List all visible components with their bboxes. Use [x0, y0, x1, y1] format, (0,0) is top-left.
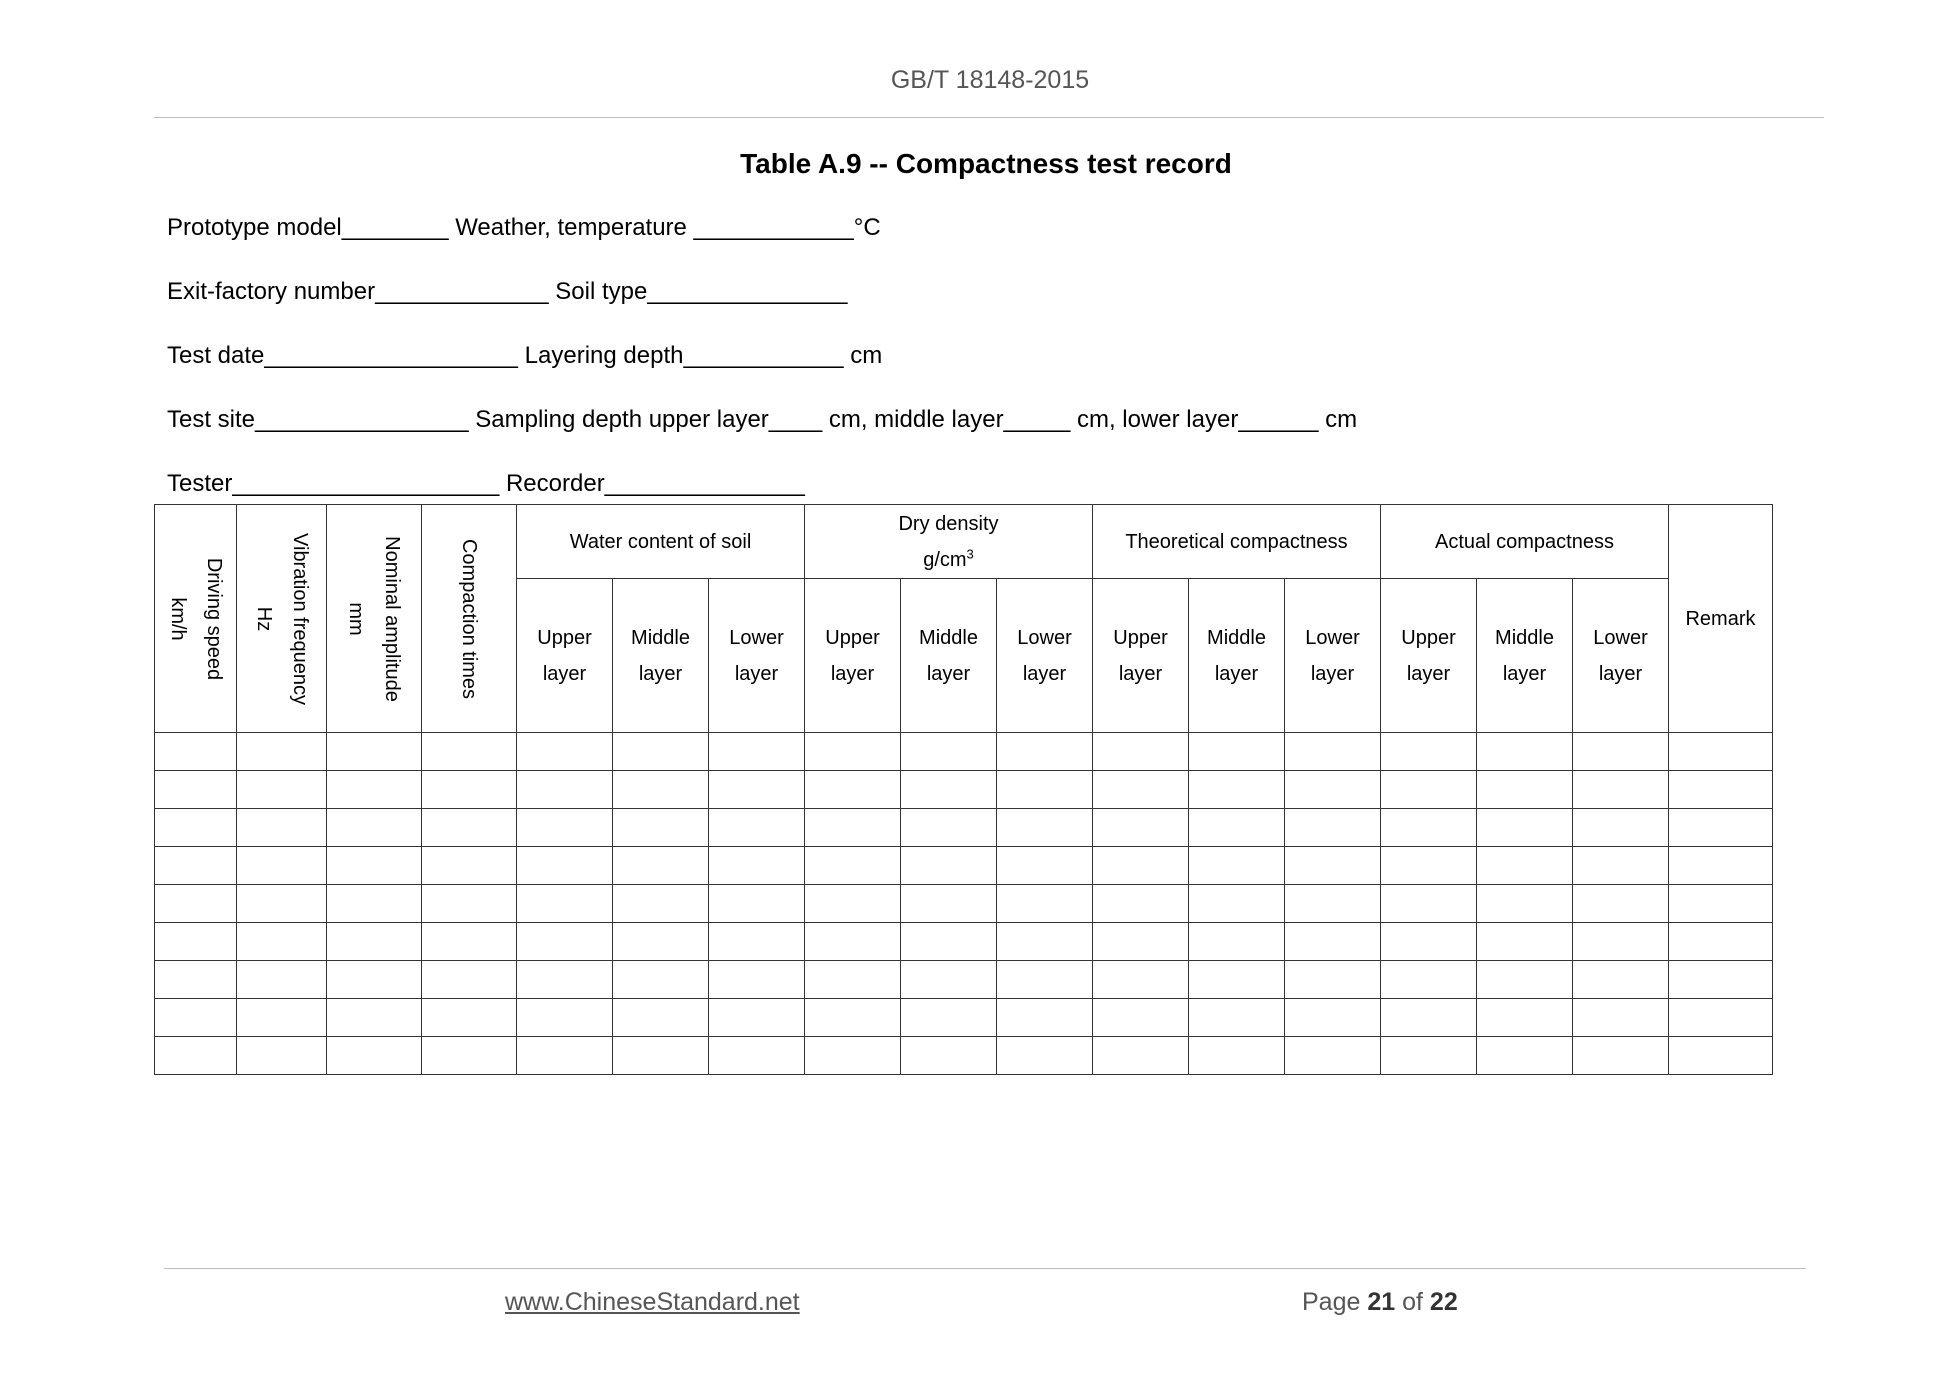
table-cell[interactable] — [709, 1037, 805, 1075]
layer-label-word: Middle — [919, 626, 978, 649]
table-cell[interactable] — [237, 771, 327, 809]
table-cell[interactable] — [517, 733, 613, 771]
header-theoretical-compactness: Theoretical compactness — [1093, 505, 1381, 579]
table-cell[interactable] — [1093, 771, 1189, 809]
header-vibration-frequency — [237, 505, 327, 733]
table-cell[interactable] — [517, 923, 613, 961]
layer-label-suffix: layer — [1214, 662, 1259, 685]
table-cell[interactable] — [613, 771, 709, 809]
table-cell[interactable] — [1285, 771, 1381, 809]
actual-compactness-middle-layer — [1477, 579, 1573, 733]
table-cell[interactable] — [613, 961, 709, 999]
table-cell[interactable] — [1573, 733, 1669, 771]
table-cell[interactable] — [1669, 961, 1773, 999]
table-cell[interactable] — [422, 923, 517, 961]
water-content-middle-layer — [613, 579, 709, 733]
table-cell[interactable] — [422, 999, 517, 1037]
table-cell[interactable] — [237, 1037, 327, 1075]
table-cell[interactable] — [709, 923, 805, 961]
table-row — [155, 733, 1773, 771]
table-cell[interactable] — [805, 1037, 901, 1075]
driving-speed-unit: km/h — [166, 596, 189, 641]
table-cell[interactable] — [805, 885, 901, 923]
table-cell[interactable] — [901, 961, 997, 999]
table-row — [155, 961, 1773, 999]
table-cell[interactable] — [237, 847, 327, 885]
table-cell[interactable] — [422, 961, 517, 999]
table-row — [155, 885, 1773, 923]
table-cell[interactable] — [327, 961, 422, 999]
layer-label-suffix: layer — [1502, 662, 1547, 685]
header-nominal-amplitude — [327, 505, 422, 733]
table-cell[interactable] — [1189, 961, 1285, 999]
table-cell[interactable] — [237, 961, 327, 999]
table-cell[interactable] — [1189, 733, 1285, 771]
table-cell[interactable] — [1381, 847, 1477, 885]
table-cell[interactable] — [1285, 847, 1381, 885]
table-cell[interactable] — [237, 999, 327, 1037]
layer-label-suffix: layer — [542, 662, 587, 685]
layer-label-suffix: layer — [926, 662, 971, 685]
table-cell[interactable] — [901, 847, 997, 885]
table-cell[interactable] — [709, 961, 805, 999]
header-water-content: Water content of soil — [517, 505, 805, 579]
table-cell[interactable] — [517, 961, 613, 999]
table-cell[interactable] — [517, 1037, 613, 1075]
table-cell[interactable] — [1093, 809, 1189, 847]
layer-label-suffix: layer — [1406, 662, 1451, 685]
current-page: 21 — [1367, 1288, 1396, 1316]
table-cell[interactable] — [805, 771, 901, 809]
table-cell[interactable] — [901, 923, 997, 961]
dry-density-label: Dry density — [898, 512, 999, 535]
table-cell[interactable] — [805, 847, 901, 885]
header-dry-density — [805, 505, 1093, 579]
layer-label-suffix: layer — [1598, 662, 1643, 685]
driving-speed-label: Driving speed — [202, 557, 225, 680]
table-cell[interactable] — [1189, 847, 1285, 885]
form-line-factory-soil: Exit-factory number_____________ Soil type_______________ — [167, 278, 848, 305]
table-cell[interactable] — [1573, 809, 1669, 847]
layer-label-word: Lower — [1305, 626, 1360, 649]
table-cell[interactable] — [997, 847, 1093, 885]
table-cell[interactable] — [805, 923, 901, 961]
table-cell[interactable] — [155, 733, 237, 771]
table-cell[interactable] — [327, 885, 422, 923]
page-number: Page 21 of 22 — [1302, 1288, 1458, 1316]
table-cell[interactable] — [517, 809, 613, 847]
table-cell[interactable] — [327, 771, 422, 809]
table-title: Table A.9 -- Compactness test record — [740, 148, 1232, 179]
table-cell[interactable] — [1381, 733, 1477, 771]
table-cell[interactable] — [237, 733, 327, 771]
table-cell[interactable] — [1189, 771, 1285, 809]
table-cell[interactable] — [805, 733, 901, 771]
table-cell[interactable] — [327, 999, 422, 1037]
dry-density-upper-layer — [805, 579, 901, 733]
header-compaction-times — [422, 505, 517, 733]
vibration-frequency-label: Vibration frequency — [288, 532, 311, 705]
table-cell[interactable] — [155, 885, 237, 923]
table-cell[interactable] — [1573, 999, 1669, 1037]
table-row — [155, 847, 1773, 885]
table-cell[interactable] — [997, 961, 1093, 999]
table-cell[interactable] — [517, 885, 613, 923]
table-cell[interactable] — [997, 1037, 1093, 1075]
table-row — [155, 771, 1773, 809]
actual-compactness-lower-layer — [1573, 579, 1669, 733]
layer-label-word: Lower — [1593, 626, 1648, 649]
table-cell[interactable] — [1381, 771, 1477, 809]
theoretical-compactness-middle-layer — [1189, 579, 1285, 733]
water-content-upper-layer — [517, 579, 613, 733]
table-cell[interactable] — [1669, 999, 1773, 1037]
layer-label-word: Middle — [1495, 626, 1554, 649]
table-row — [155, 999, 1773, 1037]
table-cell[interactable] — [1285, 1037, 1381, 1075]
table-cell[interactable] — [422, 733, 517, 771]
table-cell[interactable] — [901, 885, 997, 923]
table-cell[interactable] — [1669, 733, 1773, 771]
form-line-tester-recorder: Tester____________________ Recorder_______________ — [167, 470, 805, 497]
table-cell[interactable] — [997, 771, 1093, 809]
table-cell[interactable] — [1477, 1037, 1573, 1075]
table-cell[interactable] — [422, 847, 517, 885]
table-cell[interactable] — [613, 999, 709, 1037]
table-cell[interactable] — [1381, 961, 1477, 999]
table-cell[interactable] — [1573, 771, 1669, 809]
table-cell[interactable] — [155, 847, 237, 885]
table-cell[interactable] — [422, 771, 517, 809]
table-cell[interactable] — [613, 923, 709, 961]
table-cell[interactable] — [422, 885, 517, 923]
table-cell[interactable] — [1477, 771, 1573, 809]
table-cell[interactable] — [901, 999, 997, 1037]
table-cell[interactable] — [1093, 923, 1189, 961]
form-line-prototype-weather: Prototype model________ Weather, temperature ____________°C — [167, 214, 881, 241]
table-cell[interactable] — [1189, 923, 1285, 961]
table-cell[interactable] — [1477, 923, 1573, 961]
table-cell[interactable] — [1093, 885, 1189, 923]
table-cell[interactable] — [327, 1037, 422, 1075]
table-cell[interactable] — [901, 1037, 997, 1075]
table-cell[interactable] — [1189, 809, 1285, 847]
table-cell[interactable] — [1189, 999, 1285, 1037]
table-cell[interactable] — [997, 809, 1093, 847]
vibration-frequency-unit: Hz — [252, 606, 275, 631]
layer-label-suffix: layer — [638, 662, 683, 685]
layer-label-suffix: layer — [1118, 662, 1163, 685]
header-row-groups — [155, 505, 1773, 579]
table-cell[interactable] — [613, 1037, 709, 1075]
table-cell[interactable] — [422, 1037, 517, 1075]
table-cell[interactable] — [1381, 809, 1477, 847]
table-cell[interactable] — [997, 999, 1093, 1037]
table-cell[interactable] — [517, 771, 613, 809]
table-cell[interactable] — [901, 733, 997, 771]
table-cell[interactable] — [1285, 809, 1381, 847]
layer-label-suffix: layer — [1022, 662, 1067, 685]
layer-label-suffix: layer — [830, 662, 875, 685]
table-cell[interactable] — [1573, 1037, 1669, 1075]
table-cell[interactable] — [1381, 1037, 1477, 1075]
table-cell[interactable] — [155, 771, 237, 809]
table-cell[interactable] — [1285, 733, 1381, 771]
table-cell[interactable] — [1381, 885, 1477, 923]
table-cell[interactable] — [997, 885, 1093, 923]
table-cell[interactable] — [1573, 961, 1669, 999]
table-cell[interactable] — [1477, 847, 1573, 885]
table-cell[interactable] — [1477, 809, 1573, 847]
layer-label-word: Upper — [1113, 626, 1168, 649]
table-cell[interactable] — [1477, 885, 1573, 923]
table-cell[interactable] — [327, 847, 422, 885]
layer-label-word: Upper — [1401, 626, 1456, 649]
table-cell[interactable] — [1381, 999, 1477, 1037]
layer-label-word: Upper — [537, 626, 592, 649]
table-cell[interactable] — [805, 999, 901, 1037]
table-cell[interactable] — [1477, 961, 1573, 999]
table-cell[interactable] — [155, 923, 237, 961]
table-cell[interactable] — [237, 885, 327, 923]
table-cell[interactable] — [613, 847, 709, 885]
table-cell[interactable] — [327, 809, 422, 847]
table-cell[interactable] — [1285, 885, 1381, 923]
document-code: GB/T 18148-2015 — [890, 66, 1090, 94]
table-cell[interactable] — [1669, 847, 1773, 885]
table-cell[interactable] — [327, 923, 422, 961]
layer-label-word: Lower — [1017, 626, 1072, 649]
table-cell[interactable] — [1669, 771, 1773, 809]
table-cell[interactable] — [1573, 923, 1669, 961]
table-cell[interactable] — [997, 923, 1093, 961]
compaction-times-label: Compaction times — [458, 538, 480, 699]
layer-label-word: Middle — [631, 626, 690, 649]
table-cell[interactable] — [1669, 1037, 1773, 1075]
table-row — [155, 923, 1773, 961]
table-cell[interactable] — [1285, 961, 1381, 999]
table-cell[interactable] — [1093, 999, 1189, 1037]
table-cell[interactable] — [709, 999, 805, 1037]
header-divider — [154, 117, 1824, 118]
table-cell[interactable] — [613, 733, 709, 771]
table-cell[interactable] — [155, 961, 237, 999]
total-pages: 22 — [1429, 1288, 1458, 1316]
table-row — [155, 809, 1773, 847]
table-cell[interactable] — [709, 847, 805, 885]
table-cell[interactable] — [709, 885, 805, 923]
table-cell[interactable] — [1093, 847, 1189, 885]
layer-label-word: Upper — [825, 626, 880, 649]
table-cell[interactable] — [155, 1037, 237, 1075]
table-cell[interactable] — [1093, 733, 1189, 771]
header-driving-speed — [155, 505, 237, 733]
table-cell[interactable] — [805, 809, 901, 847]
table-cell[interactable] — [1477, 733, 1573, 771]
table-cell[interactable] — [1285, 923, 1381, 961]
actual-compactness-upper-layer — [1381, 579, 1477, 733]
table-cell[interactable] — [1669, 885, 1773, 923]
compactness-record-table — [154, 504, 1773, 1075]
table-cell[interactable] — [805, 961, 901, 999]
table-cell[interactable] — [613, 809, 709, 847]
table-cell[interactable] — [1573, 847, 1669, 885]
table-cell[interactable] — [237, 923, 327, 961]
table-row — [155, 1037, 1773, 1075]
table-cell[interactable] — [422, 809, 517, 847]
layer-label-word: Lower — [729, 626, 784, 649]
form-line-date-layering: Test date___________________ Layering depth____________ cm — [167, 342, 883, 369]
header-actual-compactness: Actual compactness — [1381, 505, 1669, 579]
theoretical-compactness-upper-layer — [1093, 579, 1189, 733]
table-cell[interactable] — [709, 771, 805, 809]
header-remark: Remark — [1669, 505, 1773, 733]
table-cell[interactable] — [1189, 1037, 1285, 1075]
table-cell[interactable] — [1093, 961, 1189, 999]
table-cell[interactable] — [1669, 809, 1773, 847]
table-cell[interactable] — [517, 847, 613, 885]
table-cell[interactable] — [1093, 1037, 1189, 1075]
table-cell[interactable] — [327, 733, 422, 771]
dry-density-lower-layer — [997, 579, 1093, 733]
table-cell[interactable] — [709, 809, 805, 847]
table-cell[interactable] — [1381, 923, 1477, 961]
table-cell[interactable] — [517, 999, 613, 1037]
table-cell[interactable] — [237, 809, 327, 847]
layer-label-suffix: layer — [734, 662, 779, 685]
table-cell[interactable] — [1669, 923, 1773, 961]
theoretical-compactness-lower-layer — [1285, 579, 1381, 733]
layer-label-word: Middle — [1207, 626, 1266, 649]
table-cell[interactable] — [901, 809, 997, 847]
dry-density-unit: $g/cm^3$ — [923, 545, 974, 571]
table-cell[interactable] — [997, 733, 1093, 771]
table-cell[interactable] — [1189, 885, 1285, 923]
table-cell[interactable] — [709, 733, 805, 771]
table-cell[interactable] — [155, 809, 237, 847]
water-content-lower-layer — [709, 579, 805, 733]
table-cell[interactable] — [901, 771, 997, 809]
footer-divider — [164, 1268, 1806, 1269]
table-cell[interactable] — [1477, 999, 1573, 1037]
nominal-amplitude-label: Nominal amplitude — [381, 535, 403, 702]
website-link[interactable]: www.ChineseStandard.net — [505, 1288, 800, 1316]
layer-label-suffix: layer — [1310, 662, 1355, 685]
table-cell[interactable] — [1573, 885, 1669, 923]
nominal-amplitude-unit: mm — [345, 601, 367, 636]
form-line-site-sampling: Test site________________ Sampling depth upper layer____ cm, middle layer_____ cm, lower layer______ cm — [167, 406, 1358, 433]
table-cell[interactable] — [613, 885, 709, 923]
table-cell[interactable] — [1285, 999, 1381, 1037]
dry-density-middle-layer — [901, 579, 997, 733]
table-cell[interactable] — [155, 999, 237, 1037]
